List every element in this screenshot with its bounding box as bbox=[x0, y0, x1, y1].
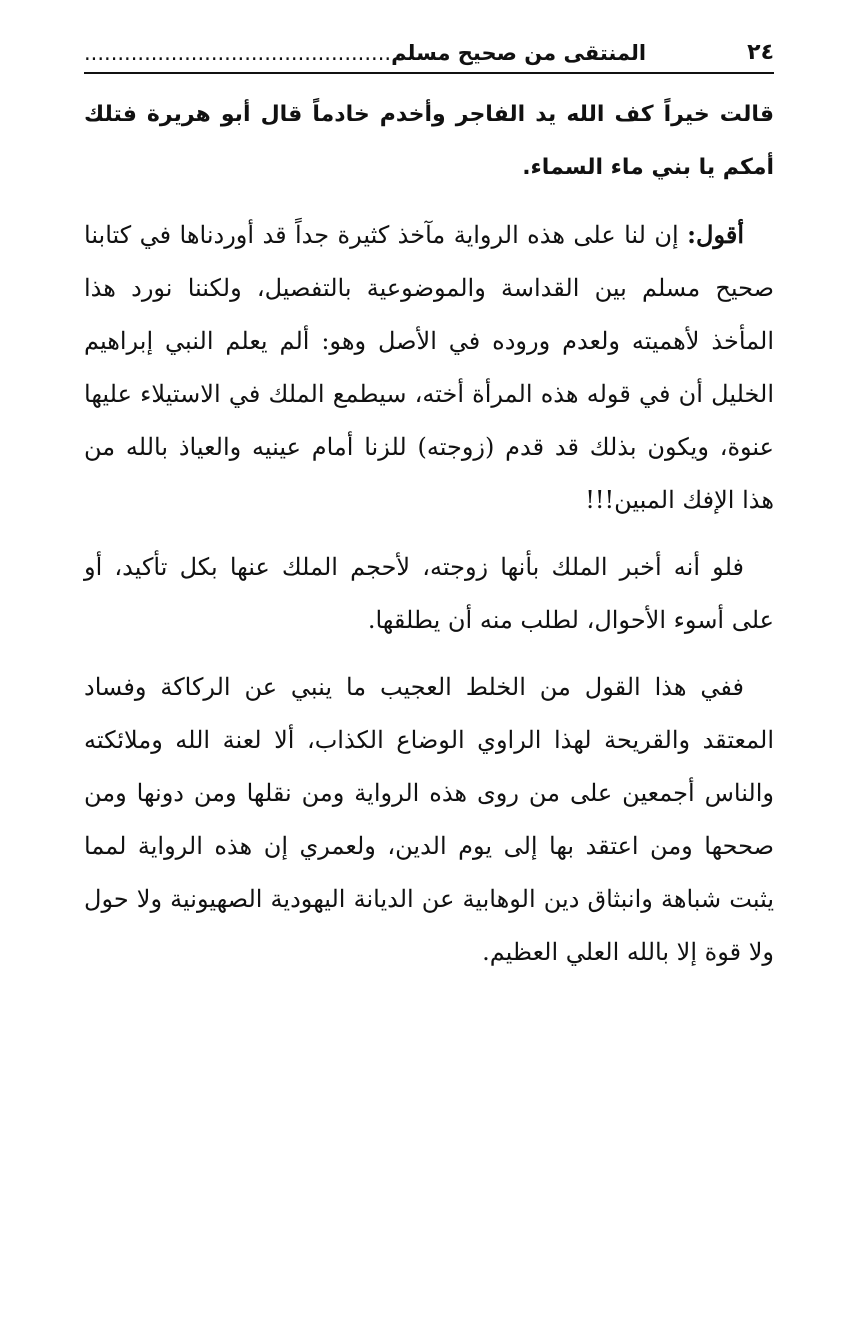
page-number: ٢٤ bbox=[747, 40, 774, 65]
commentary-paragraph-1 bbox=[84, 208, 774, 527]
quoted-hadith-paragraph: قالت خيراً كف الله يد الفاجر وأخدم خادماً قال أبو هريرة فتلك أمكم يا بني ماء السماء. bbox=[84, 102, 774, 180]
book-page bbox=[84, 28, 774, 979]
running-title bbox=[84, 38, 646, 72]
commentary-paragraph-3: ففي هذا القول من الخلط العجيب ما ينبي عن الركاكة وفساد المعتقد والقريحة لهذا الراوي الوضاع الكذاب، ألا لعنة الله وملائكته والناس أجمعين على من روى هذه الرواية ومن نقلها ومن دونها ومن صححها ومن اعتقد بها إلى يوم الدين، ولعمري إن هذه الرواية لمما يثبت شباهة وانبثاق دين الوهابية عن الديانة اليهودية الصهيونية ولا حول ولا قوة إلا بالله العلي العظيم. bbox=[84, 673, 775, 966]
running-title-text: المنتقى من صحيح مسلم bbox=[391, 41, 647, 65]
page-header bbox=[84, 28, 774, 74]
leader-dots: .............................................. bbox=[84, 41, 392, 65]
commentary-paragraph-2: فلو أنه أخبر الملك بأنها زوجته، لأحجم الملك عنها بكل تأكيد، أو على أسوء الأحوال، لطلب منه أن يطلقها. bbox=[84, 553, 774, 634]
paragraph-text: إن لنا على هذه الرواية مآخذ كثيرة جداً قد أوردناها في كتابنا صحيح مسلم بين القداسة والموضوعية بالتفصيل، ولكننا نورد هذا المأخذ لأهميته ولعدم وروده في الأصل وهو: ألم يعلم النبي إبراهيم الخليل أن في قوله هذه المرأة أخته، سيطمع الملك في الاستيلاء عليها عنوة، ويكون بذلك قد قدم (زوجته) للزنا أمام عينيه والعياذ بالله من هذا الإفك المبين!!! bbox=[84, 221, 774, 514]
paragraph-lead-word: أقول: bbox=[687, 220, 744, 249]
